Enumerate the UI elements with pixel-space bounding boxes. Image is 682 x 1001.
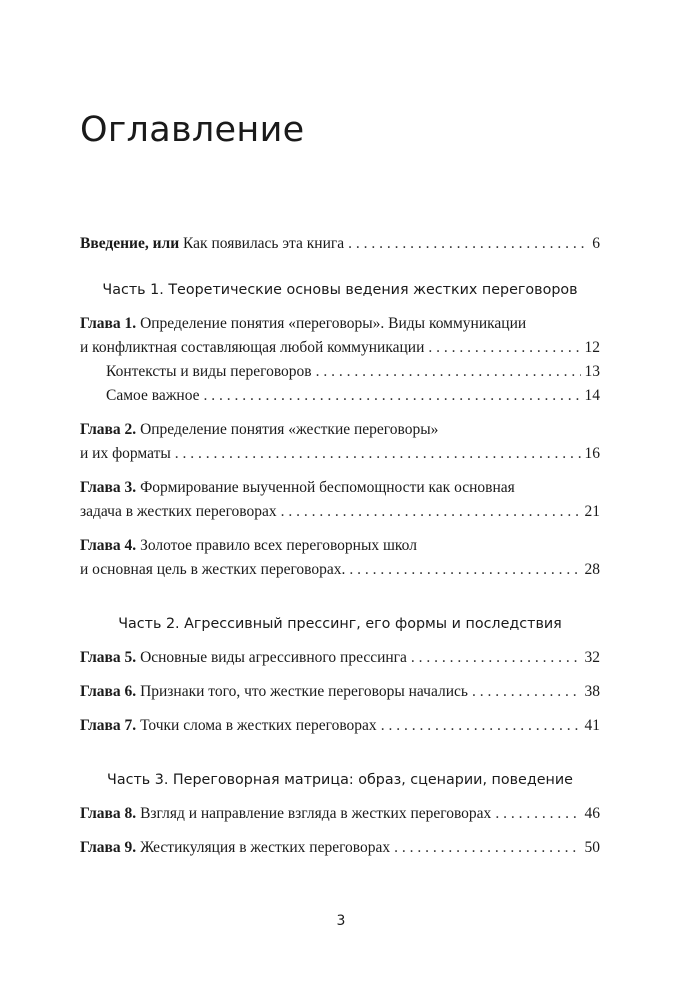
toc-entry-chapter-7 [80,714,600,738]
chapter-title-cont: и их форматы [80,445,171,462]
page-ref: 21 [584,503,600,520]
page-ref: 46 [584,805,600,822]
intro-label: Введение, или [80,235,180,252]
leader-dots [316,360,581,384]
chapter-title: Определение понятия «жесткие переговоры» [140,421,439,438]
page-number: 3 [336,913,346,929]
toc-entry-chapter-5 [80,646,600,670]
part-1-heading: Часть 1. Теоретические основы ведения жестких переговоров [102,282,578,298]
chapter-label: Глава 4. [80,537,137,554]
chapter-title: Точки слома в жестких переговорах [140,717,377,734]
chapter-title-cont: и конфликтная составляющая любой коммуникации [80,339,425,356]
chapter-label: Глава 1. [80,315,137,332]
chapter-title: Взгляд и направление взгляда в жестких переговорах [140,805,492,822]
toc-entry-chapter-1 [80,312,600,360]
chapter-label: Глава 7. [80,717,137,734]
chapter-title: Определение понятия «переговоры». Виды коммуникации [140,315,527,332]
toc-entry-chapter-8 [80,802,600,826]
leader-dots [281,500,581,524]
chapter-title: Формирование выученной беспомощности как основная [140,479,515,496]
chapter-title-cont: задача в жестких переговорах [80,503,277,520]
chapter-label: Глава 9. [80,839,137,856]
chapter-label: Глава 8. [80,805,137,822]
page-ref: 50 [584,839,600,856]
page-ref: 32 [584,649,600,666]
toc-entry-chapter-9 [80,836,600,860]
toc-subentry [106,384,600,408]
toc-subentry [106,360,600,384]
leader-dots [428,336,580,360]
toc-entry-chapter-4 [80,534,600,582]
page-ref: 38 [584,683,600,700]
intro-text: Как появилась эта книга [183,235,345,252]
toc-entry-chapter-6 [80,680,600,704]
leader-dots [381,714,581,738]
leader-dots [472,680,581,704]
page-title: Оглавление [80,110,305,150]
page-ref: 6 [592,235,600,252]
chapter-title: Жестикуляция в жестких переговорах [140,839,391,856]
chapter-label: Глава 5. [80,649,137,666]
page-ref: 14 [584,387,600,404]
toc-entry-chapter-3 [80,476,600,524]
leader-dots [411,646,581,670]
toc-entry-chapter-2 [80,418,600,466]
chapter-label: Глава 2. [80,421,137,438]
part-3-heading: Часть 3. Переговорная матрица: образ, сценарии, поведение [107,772,573,788]
leader-dots [204,384,581,408]
leader-dots [175,442,581,466]
page-ref: 41 [584,717,600,734]
chapter-title: Золотое правило всех переговорных школ [140,537,417,554]
chapter-title-cont: и основная цель в жестких переговорах. [80,561,346,578]
chapter-label: Глава 3. [80,479,137,496]
page-ref: 28 [584,561,600,578]
page-ref: 13 [584,363,600,380]
page-ref: 12 [584,339,600,356]
chapter-label: Глава 6. [80,683,137,700]
part-2-heading: Часть 2. Агрессивный прессинг, его формы и последствия [118,616,562,632]
toc-entry-intro [80,232,600,256]
page-ref: 16 [584,445,600,462]
subentry-title: Самое важное [106,387,200,404]
leader-dots [349,558,580,582]
table-of-contents [80,232,600,870]
chapter-title: Основные виды агрессивного прессинга [140,649,407,666]
leader-dots [348,232,588,256]
leader-dots [495,802,580,826]
chapter-title: Признаки того, что жесткие переговоры начались [140,683,468,700]
leader-dots [394,836,580,860]
subentry-title: Контексты и виды переговоров [106,363,312,380]
